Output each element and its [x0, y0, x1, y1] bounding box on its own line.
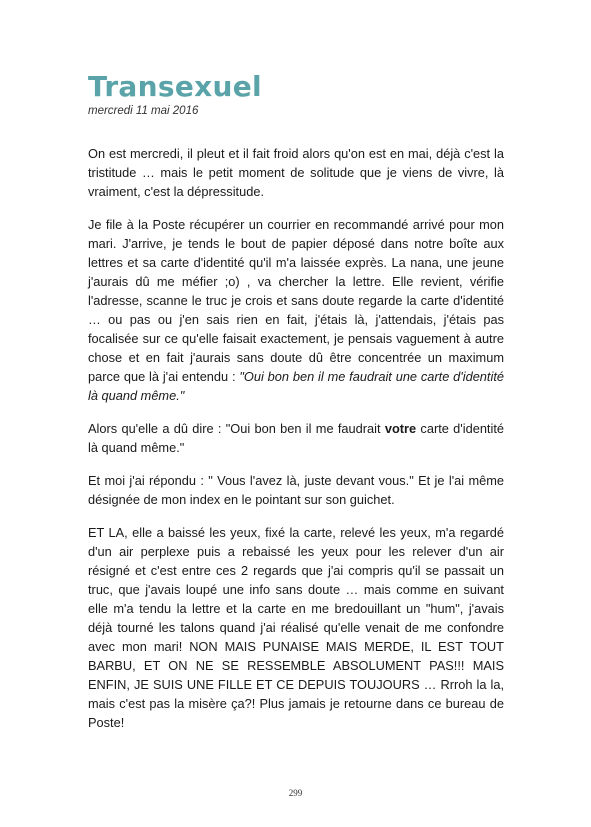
paragraph-3 [88, 419, 504, 457]
article-title: Transexuel [88, 70, 262, 103]
paragraph-2 [88, 215, 504, 405]
page-number: 299 [288, 788, 303, 798]
paragraph-1: On est mercredi, il pleut et il fait froid alors qu'on est en mai, déjà c'est la tristitude … mais le petit moment de solitude que je viens de vivre, là vraiment, c'est la dépressitude. [88, 146, 504, 199]
paragraph-4: Et moi j'ai répondu : " Vous l'avez là, juste devant vous." Et je l'ai même désignée de mon index en le pointant sur son guichet. [88, 473, 504, 507]
article-date: mercredi 11 mai 2016 [88, 105, 199, 117]
paragraph-3-after: carte d'identité là quand même." [88, 421, 505, 455]
paragraph-3-before: Alors qu'elle a dû dire : "Oui bon ben il me faudrait [88, 421, 385, 436]
paragraph-5: ET LA, elle a baissé les yeux, fixé la carte, relevé les yeux, m'a regardé d'un air perplexe puis a rebaissé les yeux pour les relever d'un air résigné et c'est entre ces 2 regards que j'ai compris qu'il se passait un truc, que j'avais loupé une info sans doute … mais comme en suivant elle m'a tendu la lettre et la carte en me bredouillant un "hum", j'avais déjà tourné les talons quand j'ai réalisé qu'elle venait de me confondre avec mon mari! NON MAIS PUNAISE MAIS MERDE, IL EST TOUT BARBU, ET ON NE SE RESSEMBLE ABSOLUMENT PAS!!! MAIS ENFIN, JE SUIS UNE FILLE ET CE DEPUIS TOUJOURS … Rrroh la la, mais c'est pas la misère ça?! Plus jamais je retourne dans ce bureau de Poste! [88, 525, 504, 730]
paragraph-2-text: Je file à la Poste récupérer un courrier en recommandé arrivé pour mon mari. J'arrive, je tends le bout de papier déposé dans notre boîte aux lettres et sa carte d'identité qu'il m'a laissée exprès. La nana, une jeune j'aurais dû me méfier ;o) , va chercher la lettre. Elle revient, vérifie l'adresse, scanne le truc je crois et sans doute regarde la carte d'identité … ou pas ou j'en sais rien en fait, j'étais là, j'attendais, j'étais pas focalisée sur ce qu'elle faisait exactement, je pensais vaguement à autre chose et en fait j'aurais sans doute dû être concentrée un maximum parce que là j'ai entendu : [88, 217, 504, 384]
article-body [88, 70, 504, 746]
paragraph-2-quote: "Oui bon ben il me faudrait une carte d'identité là quand même." [88, 369, 504, 403]
paragraph-3-bold: votre [384, 421, 417, 436]
